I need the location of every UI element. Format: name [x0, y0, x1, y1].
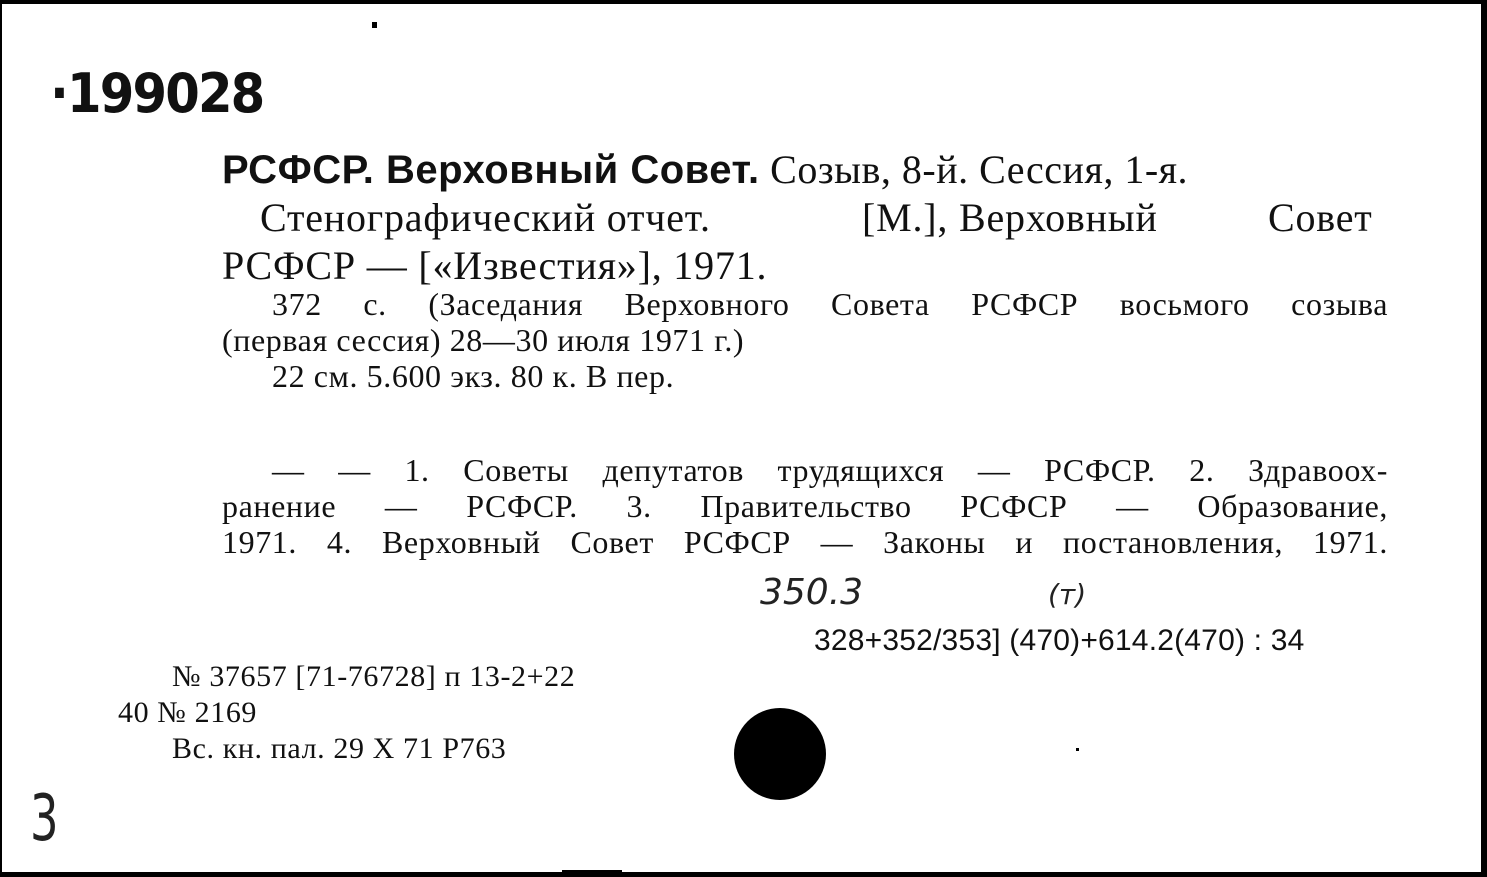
card-heading	[222, 146, 1188, 193]
ink-speck	[372, 22, 377, 28]
title-line-right: Совет	[1268, 195, 1373, 240]
card-number: ·199028	[50, 62, 264, 125]
subjects-line-1: — — 1. Советы депутатов трудящихся — РСФСР. 2. Здравоох-	[272, 452, 1388, 488]
subjects-line-2: ранение — РСФСР. 3. Правительство РСФСР — Образование,	[222, 488, 1388, 524]
description-line-3: 22 см. 5.600 экз. 80 к. В пер.	[272, 358, 675, 394]
imprint-line: РСФСР — [«Известия»], 1971.	[222, 243, 768, 288]
ink-smudge	[562, 870, 622, 875]
registration-line-2: 40 № 2169	[118, 696, 258, 729]
classification-index: 328+352/353] (470)+614.2(470) : 34	[814, 624, 1305, 657]
heading-rest: Созыв, 8-й. Сессия, 1-я.	[759, 147, 1189, 192]
subjects-line-3: 1971. 4. Верховный Совет РСФСР — Законы и постановления, 1971.	[222, 524, 1388, 560]
description-line-1: 372 с. (Заседания Верховного Совета РСФСР восьмого созыва	[272, 286, 1388, 322]
heading-bold: РСФСР. Верховный Совет.	[222, 148, 760, 192]
registration-line-3: Вс. кн. пал. 29 X 71 Р763	[172, 732, 507, 765]
title-line-mid: [М.], Верховный	[862, 195, 1158, 240]
title-line-left: Стенографический отчет.	[260, 195, 711, 240]
registration-line-1: № 37657 [71-76728] п 13-2+22	[172, 660, 576, 693]
handwritten-corner-number: 3	[30, 782, 59, 856]
description-line-2: (первая сессия) 28—30 июля 1971 г.)	[222, 322, 745, 358]
punch-hole	[734, 708, 826, 800]
ink-speck	[1076, 748, 1079, 751]
handwritten-class-number: 350.3	[760, 572, 864, 613]
handwritten-mark: (т)	[1048, 578, 1087, 611]
